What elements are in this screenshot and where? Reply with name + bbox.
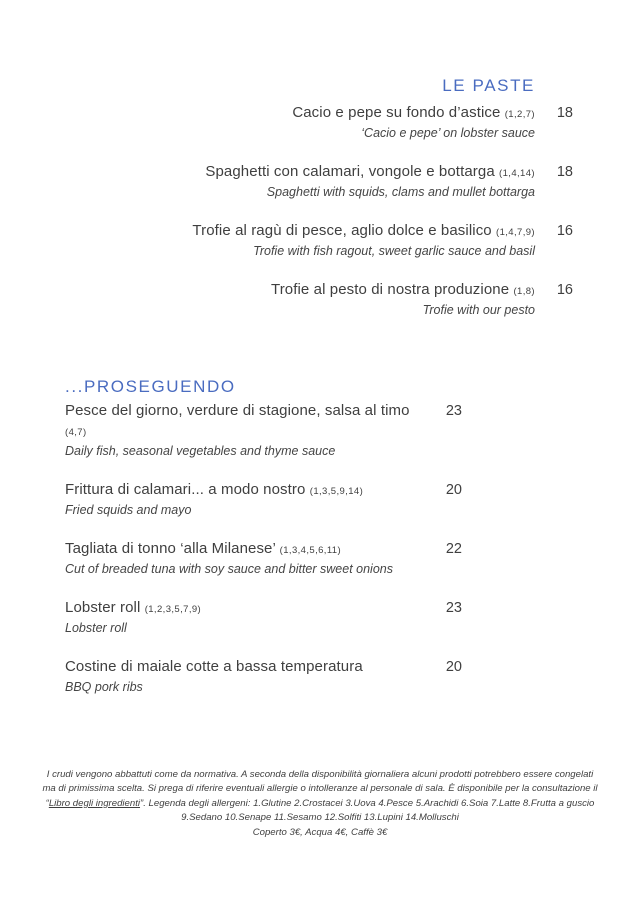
item-subtitle: Trofie with our pesto — [422, 303, 535, 317]
item-row — [65, 657, 462, 679]
item-allergens: (1,2,3,5,7,9) — [144, 604, 202, 615]
item-allergens: (1,3,4,5,6,11) — [279, 545, 342, 556]
menu-item — [65, 539, 462, 578]
item-name-text: Trofie al pesto di nostra produzione — [270, 281, 510, 298]
item-subtitle: Cut of breaded tuna with soy sauce and bitter sweet onions — [65, 562, 393, 576]
menu-item — [67, 162, 573, 201]
menu-item — [65, 657, 462, 696]
item-name-text: Pesce del giorno, verdure di stagione, salsa al timo — [65, 402, 410, 419]
item-name — [67, 280, 535, 302]
item-price: 23 — [445, 403, 462, 419]
menu-item — [67, 280, 573, 319]
item-price: 16 — [556, 282, 573, 298]
item-name-text: Spaghetti con calamari, vongole e bottarga — [205, 163, 495, 180]
section-title-le-paste: LE PASTE — [442, 76, 535, 95]
item-price: 23 — [445, 600, 462, 616]
item-name-text: Trofie al ragù di pesce, aglio dolce e basilico — [192, 222, 492, 239]
item-row — [65, 598, 462, 620]
item-subtitle: Trofie with fish ragout, sweet garlic sauce and basil — [253, 244, 535, 258]
menu-item — [67, 103, 573, 142]
item-row — [65, 539, 462, 561]
section-le-paste — [67, 76, 573, 339]
footer-notes — [0, 768, 640, 840]
item-subtitle: ‘Cacio e pepe’ on lobster sauce — [361, 126, 535, 140]
item-name-text: Costine di maiale cotte a bassa temperatura — [65, 658, 363, 675]
item-row — [67, 280, 573, 302]
item-name — [65, 598, 201, 620]
footer-line: I crudi vengono abbattuti come da normativa. A seconda della disponibilità giornaliera alcuni prodotti potrebbero essere congelati — [46, 769, 594, 780]
footer-line — [0, 797, 640, 811]
item-row — [67, 221, 573, 243]
item-price: 20 — [445, 659, 462, 675]
item-row — [65, 401, 462, 443]
section-proseguendo — [65, 377, 462, 716]
item-allergens: (1,3,5,9,14) — [309, 486, 364, 497]
item-name — [65, 480, 363, 502]
item-name-text: Lobster roll — [65, 599, 141, 616]
item-subtitle: Fried squids and mayo — [65, 503, 192, 517]
item-row — [65, 480, 462, 502]
item-subtitle: Spaghetti with squids, clams and mullet bottarga — [266, 185, 535, 199]
item-allergens: (1,4,7,9) — [496, 227, 535, 238]
footer-quote-open: “ — [45, 797, 49, 809]
item-name — [65, 657, 363, 679]
item-name-text: Frittura di calamari... a modo nostro — [65, 481, 306, 498]
item-name — [65, 539, 341, 561]
item-subtitle: BBQ pork ribs — [65, 680, 143, 694]
item-name-text: Cacio e pepe su fondo d’astice — [292, 104, 501, 121]
item-price: 18 — [556, 105, 573, 121]
item-name-text: Tagliata di tonno ‘alla Milanese’ — [65, 540, 276, 557]
section-title-proseguendo: ...PROSEGUENDO — [65, 377, 236, 396]
footer-line-cover-charge: Coperto 3€, Acqua 4€, Caffè 3€ — [252, 826, 388, 838]
item-price: 20 — [445, 482, 462, 498]
item-allergens: (4,7) — [65, 427, 87, 438]
item-subtitle: Daily fish, seasonal vegetables and thyme sauce — [65, 444, 336, 458]
item-name — [67, 103, 535, 125]
footer-line: ma di primissima scelta. Si prega di riferire eventuali allergie o intolleranze al personale di sala. È disponibile per la consultazione il — [42, 783, 598, 795]
item-price: 18 — [556, 164, 573, 180]
item-allergens: (1,8) — [513, 286, 535, 297]
item-price: 22 — [445, 541, 462, 557]
menu-item — [65, 401, 462, 460]
footer-line: 9.Sedano 10.Senape 11.Sesamo 12.Solfiti 13.Lupini 14.Molluschi — [181, 812, 459, 824]
menu-item — [67, 221, 573, 260]
menu-item — [65, 480, 462, 519]
item-allergens: (1,4,14) — [499, 168, 535, 179]
item-row — [67, 162, 573, 184]
item-name — [67, 162, 535, 184]
menu-item — [65, 598, 462, 637]
item-name — [67, 221, 535, 243]
footer-line-rest: ”. Legenda degli allergeni: 1.Glutine 2.Crostacei 3.Uova 4.Pesce 5.Arachidi 6.Soia 7.Latte 8.Frutta a guscio — [140, 797, 595, 809]
item-subtitle: Lobster roll — [65, 621, 127, 635]
item-allergens: (1,2,7) — [504, 109, 535, 120]
item-row — [67, 103, 573, 125]
item-price: 16 — [556, 223, 573, 239]
item-name — [65, 401, 425, 443]
ingredients-book-link: Libro degli ingredienti — [48, 797, 141, 809]
